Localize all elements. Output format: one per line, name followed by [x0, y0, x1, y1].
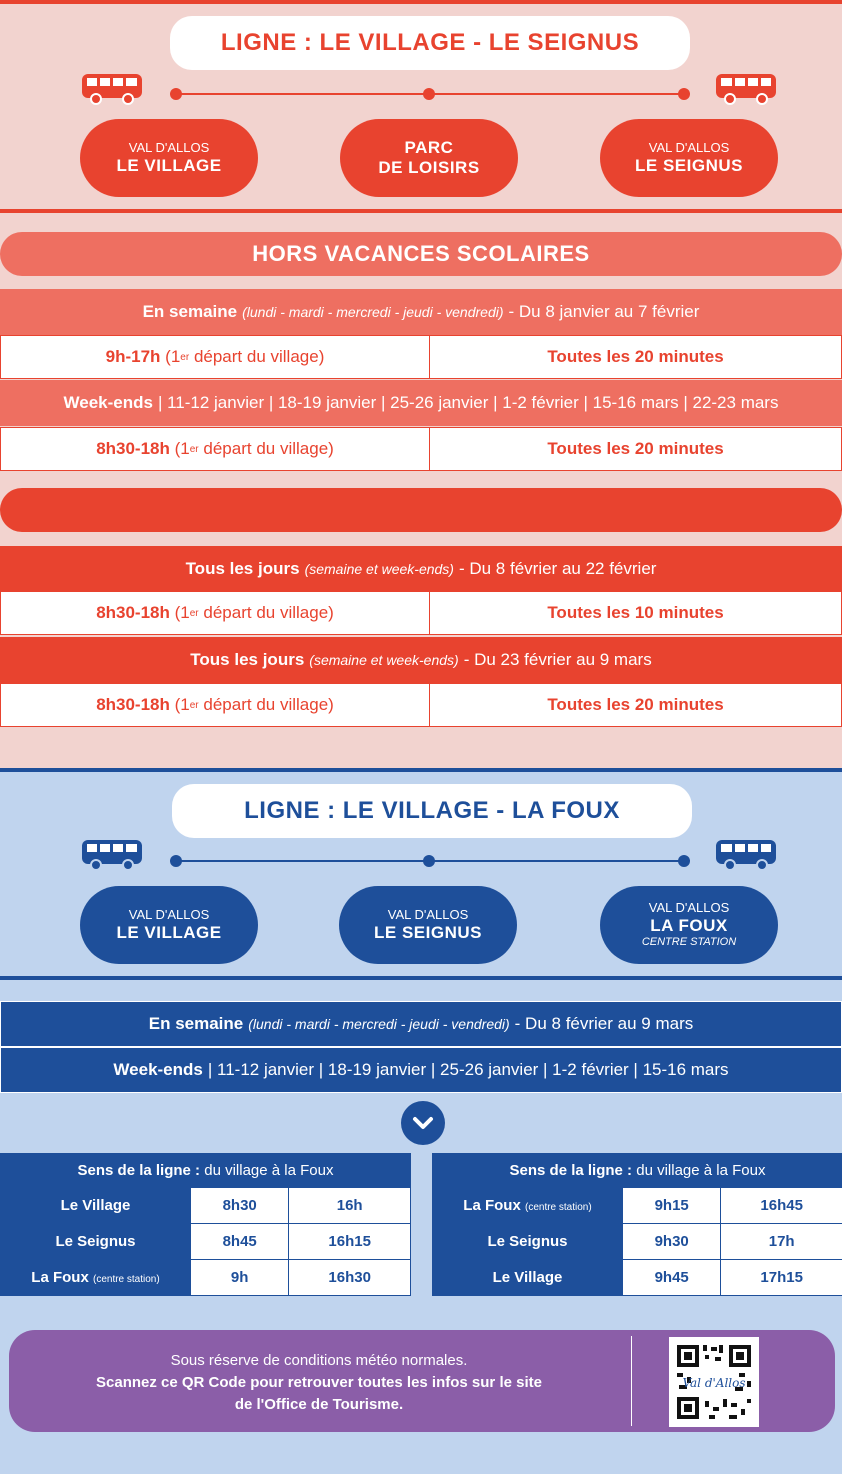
label-dates: - Du 8 février au 22 février — [458, 559, 657, 578]
label-italic: (lundi - mardi - mercredi - jeudi - vendredi) — [242, 304, 504, 320]
table-row — [1, 1188, 411, 1224]
stop-le-seignus — [339, 886, 517, 964]
bus-icon — [80, 838, 144, 872]
time-cell: 17h15 — [721, 1260, 842, 1296]
bus-icon — [714, 838, 778, 872]
frequency-cell: Toutes les 20 minutes — [547, 695, 724, 714]
label-bold: En semaine — [142, 302, 238, 321]
bus-icon — [714, 72, 778, 106]
label-bold: Week-ends — [113, 1060, 203, 1079]
hours-cell — [1, 336, 430, 378]
note-sup: er — [189, 443, 199, 455]
header-rest: du village à la Foux — [204, 1162, 334, 1179]
frequency-cell: Toutes les 20 minutes — [547, 439, 724, 458]
line2-weekends-bar — [0, 1047, 842, 1093]
svg-text:Val d'Allos: Val d'Allos — [682, 1376, 746, 1390]
note-sup: er — [189, 699, 199, 711]
time-cell: 17h — [721, 1224, 842, 1260]
note: (1 — [174, 695, 190, 714]
hours: 8h30-18h — [96, 439, 170, 458]
stop-note: (centre station) — [524, 1202, 592, 1213]
footer-line3: de l'Office de Tourisme. — [234, 1396, 404, 1413]
time-cell: 8h45 — [191, 1224, 289, 1260]
route-dot — [423, 88, 435, 100]
hors-vacances-title: HORS VACANCES SCOLAIRES — [0, 232, 842, 276]
stop-name: La Foux — [31, 1269, 89, 1286]
hours: 9h-17h — [105, 347, 161, 366]
route-dot — [678, 88, 690, 100]
note: départ du village) — [203, 603, 334, 622]
qr-code-icon[interactable] — [669, 1337, 759, 1427]
note: départ du village) — [203, 439, 334, 458]
timetable-right — [432, 1153, 842, 1296]
stop-name: LE VILLAGE — [116, 922, 222, 942]
stop-top: VAL D'ALLOS — [387, 906, 469, 922]
footer-divider — [631, 1336, 632, 1426]
stop-name: LE SEIGNUS — [374, 922, 482, 942]
note: (1 — [174, 603, 190, 622]
divider — [0, 209, 842, 213]
table-row — [433, 1224, 842, 1260]
stop-top: PARC — [404, 138, 454, 158]
frequency-cell: Toutes les 10 minutes — [547, 603, 724, 622]
schedule-row — [0, 591, 842, 635]
line1-title: LIGNE : LE VILLAGE - LE SEIGNUS — [170, 16, 690, 70]
line2-semaine-bar — [0, 1001, 842, 1047]
vacances-title — [0, 488, 842, 532]
vac-period1-bar — [0, 546, 842, 592]
stop-top: VAL D'ALLOS — [648, 900, 730, 916]
route-dot — [423, 855, 435, 867]
label-dates: - Du 23 février au 9 mars — [463, 650, 652, 669]
stop-le-seignus — [600, 119, 778, 197]
stop-note: (centre station) — [92, 1274, 160, 1285]
stop-le-village — [80, 886, 258, 964]
note-sup: er — [180, 351, 190, 363]
label-italic: (semaine et week-ends) — [304, 561, 454, 577]
route-dot — [170, 88, 182, 100]
time-cell: 8h30 — [191, 1188, 289, 1224]
note: départ du village) — [193, 347, 325, 366]
label-dates: | 11-12 janvier | 18-19 janvier | 25-26 janvier | 1-2 février | 15-16 mars — [207, 1060, 729, 1079]
stop-name: Le Village — [60, 1197, 131, 1214]
stop-parc-de-loisirs — [340, 119, 518, 197]
footer-text — [29, 1350, 609, 1416]
stop-la-foux — [600, 886, 778, 964]
stop-name: LE VILLAGE — [116, 155, 222, 175]
divider — [0, 976, 842, 980]
hours: 8h30-18h — [96, 695, 170, 714]
table-header — [1, 1154, 411, 1188]
header-bold: Sens de la ligne : — [77, 1162, 201, 1179]
note: (1 — [165, 347, 181, 366]
note: départ du village) — [203, 695, 334, 714]
hours-cell — [1, 684, 430, 726]
stop-name: DE LOISIRS — [378, 158, 480, 177]
stop-top: VAL D'ALLOS — [128, 906, 210, 922]
route-dot — [170, 855, 182, 867]
header-rest: du village à la Foux — [636, 1162, 766, 1179]
note-sup: er — [189, 607, 199, 619]
label-bold: Tous les jours — [190, 650, 305, 669]
time-cell: 9h15 — [623, 1188, 721, 1224]
top-border — [0, 0, 842, 4]
stop-name: Le Seignus — [55, 1233, 136, 1250]
hours-cell — [1, 428, 430, 470]
note: (1 — [174, 439, 190, 458]
footer-line2: Scannez ce QR Code pour retrouver toutes les infos sur le site — [96, 1374, 542, 1391]
schedule-row — [0, 427, 842, 471]
label-dates: | 11-12 janvier | 18-19 janvier | 25-26 janvier | 1-2 février | 15-16 mars | 22-23 mars — [157, 393, 779, 412]
table-row — [1, 1224, 411, 1260]
stop-top: VAL D'ALLOS — [648, 139, 730, 155]
stop-name: La Foux — [463, 1197, 521, 1214]
time-cell: 16h — [289, 1188, 411, 1224]
label-italic: (lundi - mardi - mercredi - jeudi - vendredi) — [248, 1016, 510, 1032]
header-bold: Sens de la ligne : — [509, 1162, 633, 1179]
timetable-left — [0, 1153, 411, 1296]
label-bold: En semaine — [148, 1014, 244, 1033]
stop-name: LA FOUX — [650, 916, 728, 936]
hors-semaine-bar — [0, 289, 842, 335]
table-row — [433, 1188, 842, 1224]
label-bold: Tous les jours — [185, 559, 300, 578]
label-dates: - Du 8 février au 9 mars — [514, 1014, 694, 1033]
stop-top: VAL D'ALLOS — [128, 139, 210, 155]
hors-weekends-bar — [0, 380, 842, 426]
stop-name: LE SEIGNUS — [635, 155, 743, 175]
time-cell: 16h45 — [721, 1188, 842, 1224]
line2-title: LIGNE : LE VILLAGE - LA FOUX — [172, 784, 692, 838]
chevron-down-icon[interactable] — [401, 1101, 445, 1145]
stop-name: Le Seignus — [487, 1233, 568, 1250]
footer-line1: Sous réserve de conditions météo normales. — [170, 1352, 468, 1369]
time-cell: 16h30 — [289, 1260, 411, 1296]
table-header — [433, 1154, 842, 1188]
time-cell: 9h30 — [623, 1224, 721, 1260]
stop-name: Le Village — [492, 1269, 563, 1286]
table-row — [433, 1260, 842, 1296]
label-bold: Week-ends — [63, 393, 153, 412]
label-italic: (semaine et week-ends) — [309, 652, 459, 668]
time-cell: 9h — [191, 1260, 289, 1296]
schedule-row — [0, 683, 842, 727]
table-row — [1, 1260, 411, 1296]
footer-box — [9, 1330, 835, 1432]
time-cell: 9h45 — [623, 1260, 721, 1296]
vac-period2-bar — [0, 637, 842, 683]
divider — [0, 768, 842, 772]
time-cell: 16h15 — [289, 1224, 411, 1260]
stop-le-village — [80, 119, 258, 197]
frequency-cell: Toutes les 20 minutes — [547, 347, 724, 366]
label-dates: - Du 8 janvier au 7 février — [508, 302, 700, 321]
hours: 8h30-18h — [96, 603, 170, 622]
stop-sub: CENTRE STATION — [641, 935, 737, 948]
hours-cell — [1, 592, 430, 634]
route-dot — [678, 855, 690, 867]
bus-icon — [80, 72, 144, 106]
schedule-row — [0, 335, 842, 379]
